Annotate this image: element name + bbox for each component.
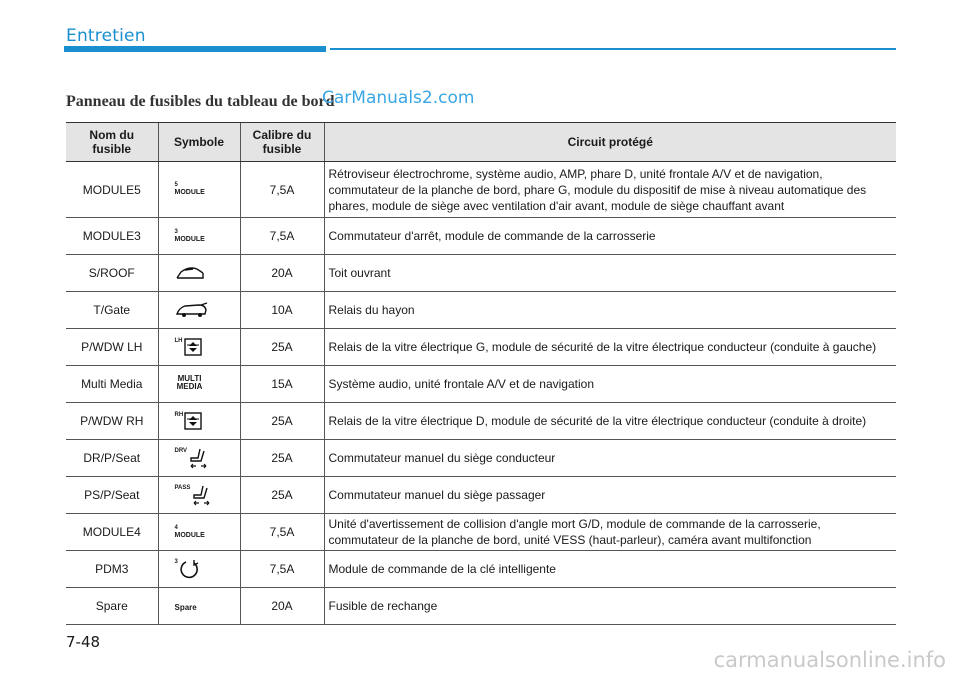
module-label: 4 MODULE (158, 514, 240, 551)
fuse-rating: 7,5A (240, 218, 324, 255)
fuse-rating: 15A (240, 366, 324, 403)
header-fuse-name: Nom du fusible (66, 123, 158, 162)
page-number: 7-48 (66, 633, 101, 651)
protected-circuit: Toit ouvrant (324, 255, 896, 292)
module-label: 3 MODULE (158, 218, 240, 255)
sunroof-icon (158, 255, 240, 292)
power-window-icon: RH (158, 403, 240, 440)
fuse-rating: 25A (240, 403, 324, 440)
protected-circuit: Unité d'avertissement de collision d'angle mort G/D, module de commande de la carrosserie, commutateur de la planche de bord, unité VESS (haut-parleur), caméra avant multifonction (324, 514, 896, 551)
fuse-name: MODULE3 (66, 218, 158, 255)
fuse-rating: 7,5A (240, 551, 324, 588)
protected-circuit: Rétroviseur électrochrome, système audio, AMP, phare D, unité frontale A/V et de navigation, commutateur de la planche de bord, phare G, module du dispositif de mise à niveau automatique des phares, module de siège avec ventilation d'air avant, module de siège chauffant avant (324, 162, 896, 218)
fuse-rating: 25A (240, 440, 324, 477)
header-rating: Calibre du fusible (240, 123, 324, 162)
fuse-rating: 20A (240, 255, 324, 292)
fuse-name: P/WDW LH (66, 329, 158, 366)
fuse-table (66, 122, 896, 625)
pdm-icon: 3 (158, 551, 240, 588)
power-seat-icon: PASS (158, 477, 240, 514)
table-row (66, 551, 896, 588)
table-row (66, 477, 896, 514)
table-row (66, 366, 896, 403)
fuse-name: PS/P/Seat (66, 477, 158, 514)
protected-circuit: Système audio, unité frontale A/V et de navigation (324, 366, 896, 403)
footer-watermark: carmanualsonline.info (713, 648, 946, 672)
table-header-row (66, 123, 896, 162)
fuse-name: MODULE5 (66, 162, 158, 218)
table-row (66, 162, 896, 218)
header-symbol: Symbole (158, 123, 240, 162)
multimedia-label: MULTI MEDIA (158, 366, 240, 403)
spare-label: Spare (158, 588, 240, 625)
module-label: 5 MODULE (158, 162, 240, 218)
tailgate-icon (158, 292, 240, 329)
protected-circuit: Relais de la vitre électrique D, module de sécurité de la vitre électrique conducteur (conduite à droite) (324, 403, 896, 440)
protected-circuit: Module de commande de la clé intelligente (324, 551, 896, 588)
table-row (66, 403, 896, 440)
fuse-name: Multi Media (66, 366, 158, 403)
protected-circuit: Commutateur d'arrêt, module de commande de la carrosserie (324, 218, 896, 255)
fuse-name: MODULE4 (66, 514, 158, 551)
header-circuit: Circuit protégé (324, 123, 896, 162)
table-row (66, 292, 896, 329)
fuse-name: P/WDW RH (66, 403, 158, 440)
protected-circuit: Relais de la vitre électrique G, module de sécurité de la vitre électrique conducteur (conduite à gauche) (324, 329, 896, 366)
table-row (66, 440, 896, 477)
header-bar-thin (330, 48, 896, 50)
table-row (66, 329, 896, 366)
protected-circuit: Relais du hayon (324, 292, 896, 329)
fuse-name: S/ROOF (66, 255, 158, 292)
power-seat-icon: DRV (158, 440, 240, 477)
fuse-name: PDM3 (66, 551, 158, 588)
protected-circuit: Commutateur manuel du siège passager (324, 477, 896, 514)
fuse-rating: 10A (240, 292, 324, 329)
fuse-rating: 25A (240, 329, 324, 366)
watermark: CarManuals2.com (322, 88, 475, 108)
header-bar-thick (64, 46, 326, 52)
table-row (66, 218, 896, 255)
section-title: Entretien (66, 26, 146, 46)
fuse-rating: 20A (240, 588, 324, 625)
protected-circuit: Commutateur manuel du siège conducteur (324, 440, 896, 477)
table-row (66, 588, 896, 625)
fuse-name: T/Gate (66, 292, 158, 329)
fuse-name: DR/P/Seat (66, 440, 158, 477)
fuse-rating: 7,5A (240, 514, 324, 551)
power-window-icon: LH (158, 329, 240, 366)
fuse-rating: 25A (240, 477, 324, 514)
page-title: Panneau de fusibles du tableau de bord (66, 93, 335, 110)
fuse-rating: 7,5A (240, 162, 324, 218)
table-row (66, 255, 896, 292)
table-row (66, 514, 896, 551)
fuse-name: Spare (66, 588, 158, 625)
protected-circuit: Fusible de rechange (324, 588, 896, 625)
